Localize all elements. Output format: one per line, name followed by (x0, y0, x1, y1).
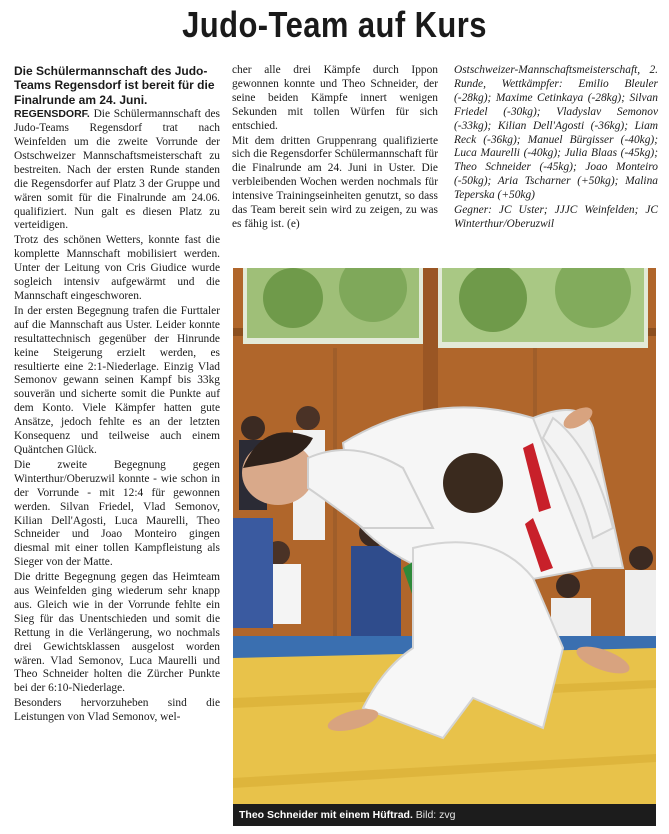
caption-text: Theo Schneider mit einem Hüftrad. (239, 809, 413, 821)
judo-photo-illustration (233, 268, 656, 826)
photo-caption (233, 804, 656, 826)
lead-paragraph: Die Schülermannschaft des Judo-Teams Regensdorf ist bereit für die Finalrunde am 24. Juni. (14, 64, 215, 107)
body-paragraph-8: Mit dem dritten Gruppenrang qualifizierte sich die Regensdorfer Schülermannschaft für die Finalrunde am 24. Juni in Uster. Die verbleibenden Wochen werden nochmals für intensive Trainingseinheiten genutzt, so dass das Team bereit sein wird zu zeigen, zu was es fähig ist. (e) (232, 134, 438, 230)
body-paragraph-1-text: Die Schülermannschaft des Judo-Teams Regensdorf trat nach Weinfelden um die zweite Vorrunde der Ostschweizer Mannschaftsmeisterschaft zu bestreiten. Nach der ersten Runde standen die Regensdorfer auf Platz 3 der Gruppe und wären somit für die Finalrunde am 24.06. qualifiziert. Nun galt es diesen Platz zu verteidigen. (14, 108, 220, 232)
body-paragraph-7: cher alle drei Kämpfe durch Ippon gewonnen konnte und Theo Schneider, der seine beiden Kämpfe innert wenigen Sekunden mit tollen Würfen für sich entschied. (232, 64, 438, 132)
article-column-1 (14, 64, 220, 726)
opponent-list: Gegner: JC Uster; JJJC Weinfelden; JC Winterthur/Oberuzwil (454, 204, 658, 230)
article-photo (233, 268, 656, 826)
results-box (454, 64, 658, 233)
competitor-list: Ostschweizer-Mannschaftsmeisterschaft, 2. Runde, Wettkämpfer: Emilio Bleuler (-28kg); Maxime Cetinkaya (-28kg); Silvan Friedel (-30kg); Vladyslav Semonov (-33kg); Kilian Dell'Agosti (-36kg); Liam Reck (-36kg); Manuel Bürgisser (-40kg); Luca Maurelli (-40kg); Julia Blaas (-45kg); Theo Schneider (-45kg); Joao Monteiro (-50kg); Aria Tscharner (+50kg); Malina Teperska (+50kg) (454, 64, 658, 202)
body-paragraph-3: In der ersten Begegnung trafen die Furttaler auf die Mannschaft aus Uster. Leider konnte resultattechnisch gegenüber der Hinrunde keine Steigerung erzielt werden, es resultierte eine 2:1-Niederlage. Einzig Vlad Semonov gewann seinen Kampf bis 33kg souverän und sicherte somit die Punkte auf dem Konto. Viele Kämpfer hatten gute Ansätze, jedoch fehlte es an der letzten Konsequenz und teilweise auch einem Quäntchen Glück. (14, 304, 220, 456)
body-paragraph-4: Die zweite Begegnung gegen Winterthur/Oberuzwil konnte - wie schon in der Vorrunde - mit 12:4 für gewonnen werden. Silvan Friedel, Vlad Semonov, Kilian Dell'Agosti, Luca Maurelli, Theo Schneider und Joao Monteiro gingen diesmal mit einer tollen Kampfleistung als Sieger von der Matte. (14, 458, 220, 569)
body-paragraph-1 (14, 108, 220, 233)
dateline: REGENSDORF. (14, 108, 90, 121)
headline: Judo-Team auf Kurs (182, 4, 487, 45)
article-column-2 (232, 64, 438, 233)
body-paragraph-6: Besonders hervorzuheben sind die Leistungen von Vlad Semonov, wel- (14, 697, 220, 724)
body-paragraph-5: Die dritte Begegnung gegen das Heimteam aus Weinfelden ging wiederum sehr knapp aus. Gleich wie in der Vorrunde fehlte ein Sieg für das Unentschieden und somit die Rettung in die Verlängerung, wo nochmals drei Gewichtsklassen ausgelost worden wären. Vlad Semonov, Luca Maurelli und Theo Schneider holten die Zürcher Punkte bei der 6:10-Niederlage. (14, 571, 220, 695)
body-paragraph-2: Trotz des schönen Wetters, konnte fast die komplette Mannschaft mobilisiert werden. Unter der Leitung von Cris Giudice wurde sogleich intensiv aufgewärmt und die Mannschaft eingeschworen. (14, 234, 220, 302)
photo-credit: Bild: zvg (412, 809, 456, 821)
